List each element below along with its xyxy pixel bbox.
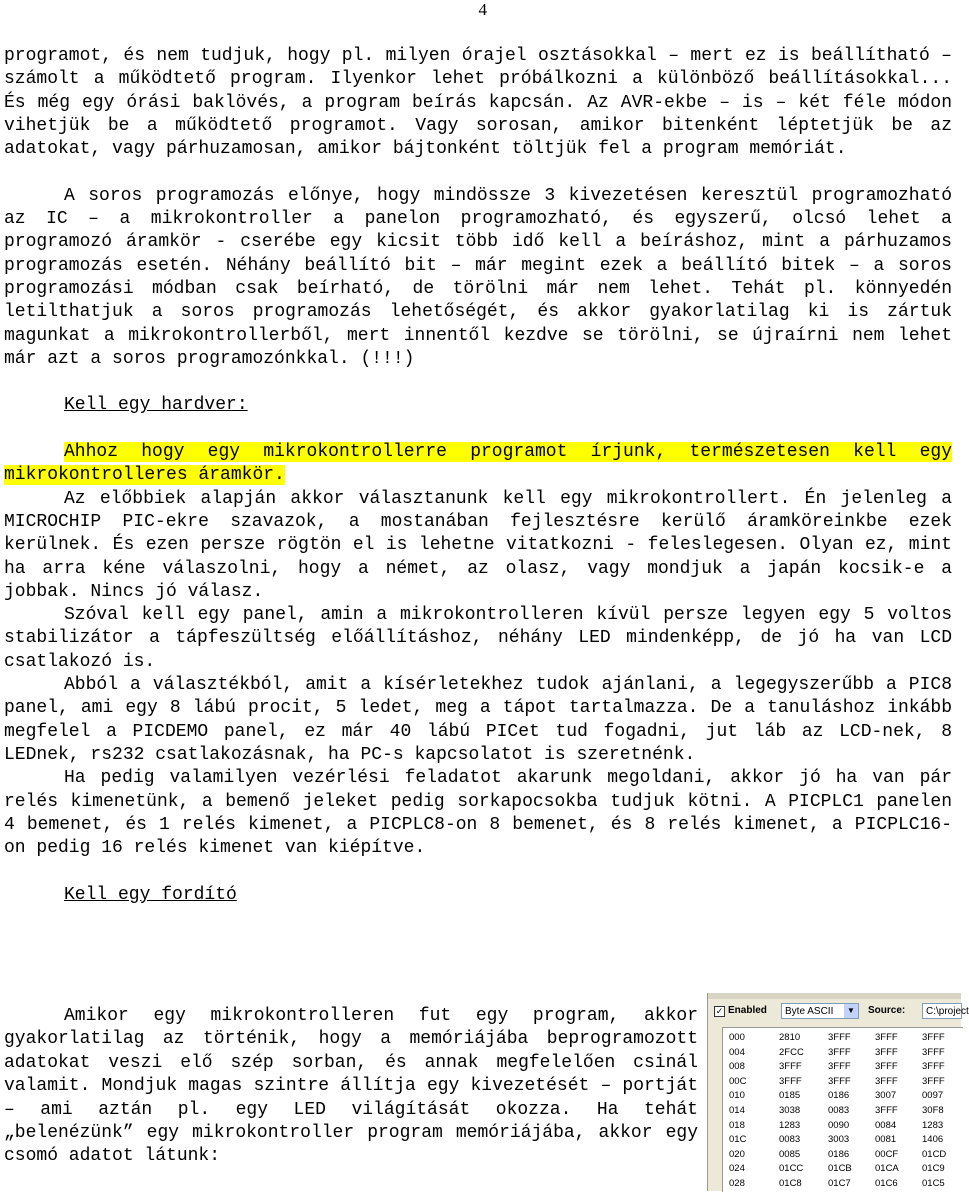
memory-row xyxy=(723,1059,963,1074)
memory-cell: 3FFF xyxy=(922,1032,945,1043)
memory-row xyxy=(723,1088,963,1103)
memory-cell: 01C9 xyxy=(922,1163,945,1175)
memory-cell: 0085 xyxy=(779,1148,801,1160)
memory-cell: 01C7 xyxy=(828,1178,851,1189)
memory-cell: 01CA xyxy=(875,1163,899,1175)
memory-cell: 01CC xyxy=(779,1163,804,1175)
memory-cell: 0084 xyxy=(875,1119,897,1131)
memory-cell: 0186 xyxy=(828,1090,850,1102)
memory-cell: 1283 xyxy=(922,1119,944,1131)
memory-row xyxy=(723,1103,963,1118)
memory-cell: 01CB xyxy=(828,1163,852,1175)
memory-cell: 3FFF xyxy=(779,1061,802,1073)
memory-cell: 2810 xyxy=(779,1032,801,1043)
memory-cell: 3FFF xyxy=(922,1061,945,1073)
memory-cell: 0083 xyxy=(779,1134,801,1146)
memory-cell: 0083 xyxy=(828,1105,850,1116)
heading-compiler: Kell egy fordító xyxy=(64,884,237,905)
memory-address: 01C xyxy=(729,1134,747,1146)
memory-address: 004 xyxy=(729,1046,745,1058)
memory-row xyxy=(723,1074,963,1089)
memory-cell: 3FFF xyxy=(875,1046,898,1058)
enabled-label: Enabled xyxy=(728,1005,767,1016)
memory-cell: 3003 xyxy=(828,1134,850,1146)
memory-cell: 3FFF xyxy=(828,1075,851,1087)
memory-address: 024 xyxy=(729,1163,745,1175)
memory-cell: 3FFF xyxy=(875,1105,898,1116)
memory-cell: 0097 xyxy=(922,1090,944,1102)
memory-address: 010 xyxy=(729,1090,745,1102)
memory-cell: 3FFF xyxy=(875,1061,898,1073)
paragraph-2: A soros programozás előnye, hogy mindössze 3 kivezetésen keresztül programozható az IC – a mikrokontroller a panelon programozható, és egyszerű, olcsó lehet a programozó áramkör - cserébe egy kicsit több idő kell a beíráshoz, mint a párhuzamos programozás esetén. Néhány beállító bit – már megint ezek a beállító bitek – a soros programozási módban csak beírható, de törölni már nem lehet. Tehát pl. könnyedén letilthatjuk a soros programozás lehetőségét, és akkor gyakorlatilag ki is zártuk magunkat a mikrokontrollerből, mert innentől kezdve se törölni, se újraírni nem lehet már azt a soros programozónkkal. (!!!) xyxy=(4,185,952,369)
memory-cell: 3FFF xyxy=(875,1075,898,1087)
memory-cell: 1283 xyxy=(779,1119,801,1131)
paragraph-6: Ha pedig valamilyen vezérlési feladatot akarunk megoldani, akkor jó ha van pár relés kimenetünk, a bemenő jeleket pedig sorkapocsokba tudjuk kötni. A PICPLC1 panelen 4 bemenet, és 1 relés kimenet, a PICPLC8-on 8 bemenet, és 8 relés kimenet, a PICPLC16-on pedig 16 relés kimenet van kiépítve. xyxy=(4,768,952,859)
memory-row xyxy=(723,1132,963,1147)
memory-cell: 3FFF xyxy=(779,1075,802,1087)
memory-address: 008 xyxy=(729,1061,745,1073)
format-select-value: Byte ASCII xyxy=(785,1006,834,1017)
paragraph-4: Szóval kell egy panel, amin a mikrokontrolleren kívül persze legyen egy 5 voltos stabilizátor a tápfeszültség előállításhoz, néhány LED mindenképp, de jó ha van LCD csatlakozó is. xyxy=(4,605,952,672)
memory-cell: 0185 xyxy=(779,1090,801,1102)
memory-cell: 00CF xyxy=(875,1148,899,1160)
memory-cell: 3FFF xyxy=(922,1046,945,1058)
memory-cell: 01CD xyxy=(922,1148,947,1160)
memory-address: 018 xyxy=(729,1119,745,1131)
memory-cell: 3FFF xyxy=(922,1075,945,1087)
format-select[interactable] xyxy=(781,1003,859,1019)
source-label: Source: xyxy=(868,1005,906,1016)
page-number-text: 4 xyxy=(478,0,487,19)
screenshot-toolbar xyxy=(708,1002,969,1022)
memory-address: 014 xyxy=(729,1105,745,1116)
memory-cell: 3FFF xyxy=(828,1061,851,1073)
paragraph-5: Abból a választékból, amit a kísérletekhez tudok ajánlani, a legegyszerűbb a PIC8 panel, ami egy 8 lábú procit, 5 ledet, meg a tápot tartalmazza. De a tanuláshoz inkább megfelel a PICDEMO panel, ez már 40 lábú PICet tud fogadni, jut láb az LCD-nek, 8 LEDnek, rs232 csatlakozásnak, ha PC-s kapcsolatot is szeretnénk. xyxy=(4,675,952,765)
memory-row xyxy=(723,1147,963,1162)
memory-cell: 2FCC xyxy=(779,1046,804,1058)
memory-cell: 01C6 xyxy=(875,1178,898,1189)
memory-cell: 0081 xyxy=(875,1134,897,1146)
memory-cell: 3FFF xyxy=(875,1032,898,1043)
memory-cell: 0186 xyxy=(828,1148,850,1160)
memory-row xyxy=(723,1176,963,1191)
memory-address: 000 xyxy=(729,1032,745,1043)
main-text xyxy=(4,45,952,907)
program-memory-screenshot xyxy=(707,993,969,1191)
memory-cell: 1406 xyxy=(922,1134,944,1146)
memory-address: 028 xyxy=(729,1178,745,1189)
memory-row xyxy=(723,1161,963,1176)
memory-row xyxy=(723,1030,963,1045)
highlight-text: Ahhoz hogy egy mikrokontrollerre programot írjunk, természetesen kell egy mikrokontrolleres áramkör. xyxy=(4,442,952,486)
paragraph-3: Az előbbiek alapján akkor választanunk kell egy mikrokontrollert. Én jelenleg a MICROCHIP PIC-ekre szavazok, a mostanában fejlesztésre kerülő áramköreinkbe ezek kerülnek. És ezen persze rögtön el is lehetne vitatkozni - feleslegesen. Olyan ez, mint ha arra kéne válaszolni, hogy a német, az olasz, vagy mondjuk a japán kocsik-e a jobbak. Nincs jó válasz. xyxy=(4,488,952,602)
memory-cell: 3FFF xyxy=(828,1032,851,1043)
memory-cell: 3FFF xyxy=(828,1046,851,1058)
memory-cell: 3038 xyxy=(779,1105,801,1116)
source-field[interactable]: C:\project xyxy=(922,1003,962,1019)
memory-cell: 0090 xyxy=(828,1119,850,1131)
enabled-checkbox[interactable]: ✓ xyxy=(715,1006,724,1016)
memory-cell: 30F8 xyxy=(922,1105,944,1116)
compiler-section-text xyxy=(4,1005,698,1169)
memory-cell: 01C8 xyxy=(779,1178,802,1189)
memory-address: 020 xyxy=(729,1148,745,1160)
memory-row xyxy=(723,1045,963,1060)
screenshot-title-strip xyxy=(708,993,961,999)
memory-cell: 01C5 xyxy=(922,1178,945,1189)
heading-hardware: Kell egy hardver: xyxy=(64,395,248,416)
paragraph-1: programot, és nem tudjuk, hogy pl. milyen órajel osztásokkal – mert ez is beállítható – számolt a működtető program. Ilyenkor lehet próbálkozni a különböző beállításokkal... És még egy órási baklövés, a program beírás kapcsán. Az AVR-ekbe – is – két féle módon vihetjük be a működtető programot. Vagy sorosan, amikor bitenként léptetjük be az adatokat, vagy párhuzamosan, amikor bájtonként töltjük fel a program memóriát. xyxy=(4,46,952,160)
memory-address: 00C xyxy=(729,1075,747,1087)
highlighted-paragraph xyxy=(4,441,952,488)
memory-grid xyxy=(722,1027,963,1192)
paragraph-7: Amikor egy mikrokontrolleren fut egy program, akkor gyakorlatilag az történik, hogy a memóriájába beprogramozott adatokat veszi elő szép sorban, és annak megfelelően csinál valamit. Mondjuk magas szintre állítja egy kivezetését – portját – ami aztán pl. egy LED világítását okozza. Ha tehát „belenézünk” egy mikrokontroller program memóriájába, akkor egy csomó adatot látunk: xyxy=(4,1006,698,1167)
memory-row xyxy=(723,1118,963,1133)
chevron-down-icon: ▼ xyxy=(844,1004,858,1018)
memory-cell: 3007 xyxy=(875,1090,897,1102)
